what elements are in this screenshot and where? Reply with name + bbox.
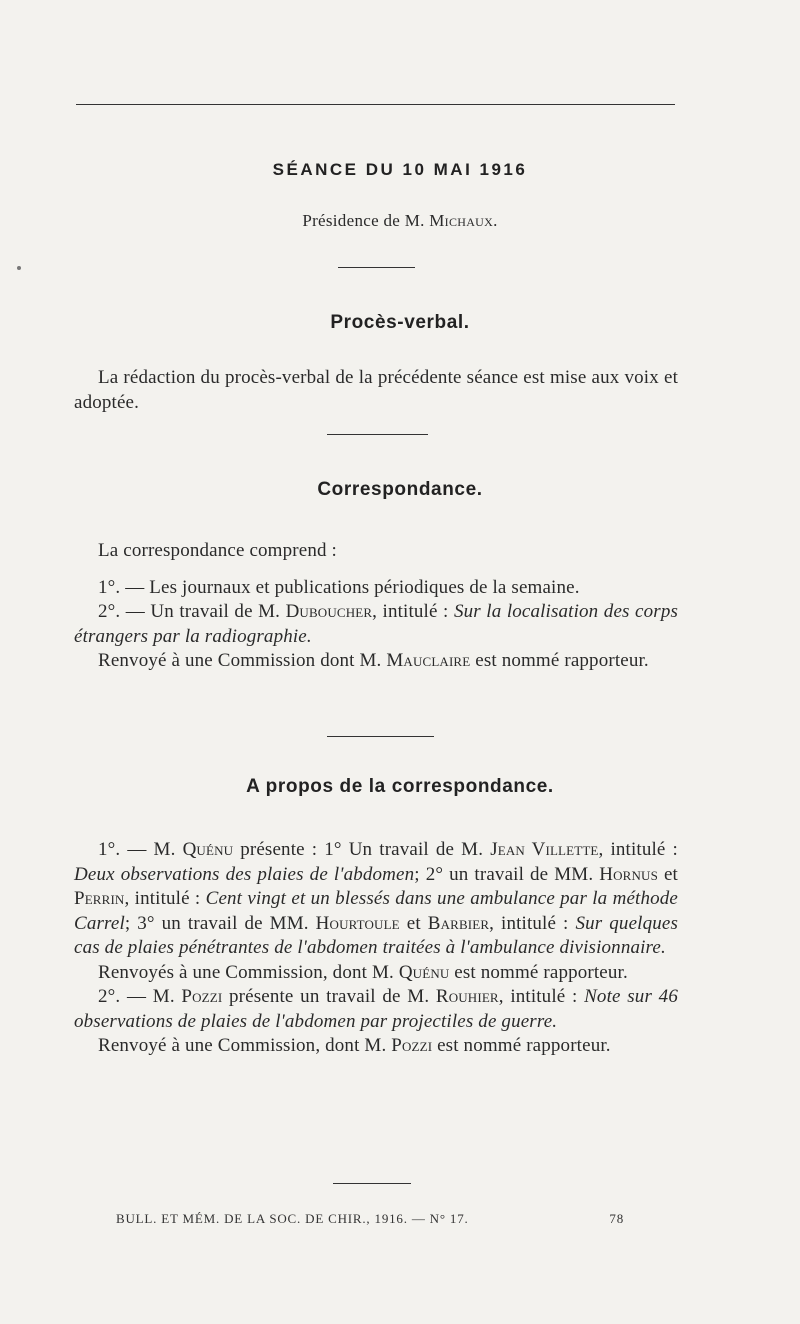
p2-title: Note sur 46 observations de plaies de l'abdomen par projectiles de guerre. (74, 986, 678, 1032)
p1-d: ; 2° un travail de MM. (414, 863, 594, 885)
p1-c: intitulé : (610, 839, 678, 860)
p2-c: intitulé : (510, 986, 578, 1007)
renvoi-suffix: est nommé rapporteur. (475, 650, 649, 671)
r1-a: Renvoyés à une Commission, dont M. (98, 961, 394, 983)
item2-prefix: 2°. — Un travail de M. (98, 601, 281, 622)
correspondance-item-1: 1°. — Les journaux et publications périodiques de la semaine. (98, 576, 580, 598)
apropos-heading: A propos de la correspondance. (246, 776, 554, 797)
p1-title-2: Cent vingt et un blessés dans une ambulance par la méthode Carrel (74, 888, 679, 934)
page-footer (116, 1211, 636, 1227)
proces-verbal-text: La rédaction du procès-verbal de la précédente séance est mise aux voix et adoptée. (74, 367, 678, 413)
r2-a: Renvoyé à une Commission, dont M. (98, 1035, 387, 1056)
renvoi-prefix: Renvoyé à une Commission dont M. (98, 650, 382, 671)
p1-i: intitulé : (501, 912, 569, 934)
p1-g: ; 3° un travail de MM. (124, 912, 309, 934)
correspondance-renvoi (74, 649, 678, 674)
presidence-name: Michaux. (429, 211, 498, 230)
p1-quenu: Quénu (182, 839, 234, 860)
section-divider (338, 267, 415, 268)
p1-hornus: Hornus (599, 863, 658, 885)
presidence-line (0, 211, 800, 231)
apropos-paragraph-1 (74, 838, 678, 961)
journal-reference: BULL. ET MÉM. DE LA SOC. DE CHIR., 1916. — N° 17. (116, 1211, 469, 1226)
apropos-block (74, 838, 678, 1059)
speck-mark (17, 266, 21, 270)
correspondance-item-2 (74, 600, 678, 649)
item2-author: Duboucher, (285, 601, 378, 622)
r2-b: est nommé rapporteur. (437, 1035, 611, 1056)
section-divider (333, 1183, 411, 1184)
section-divider (327, 434, 428, 435)
p2-pozzi: Pozzi (181, 986, 223, 1007)
p1-title-3: Sur quelques cas de plaies pénétrantes de l'abdomen traitées à l'ambulance divisionnaire. (74, 912, 679, 958)
correspondance-block (74, 539, 678, 674)
top-rule (76, 104, 675, 105)
apropos-paragraph-2 (74, 985, 678, 1034)
presidence-prefix: Présidence de M. (302, 211, 425, 230)
correspondance-heading: Correspondance. (317, 479, 483, 500)
p2-b: présente un travail de M. (229, 986, 430, 1007)
p1-hourtoule: Hourtoule (315, 912, 400, 934)
p1-villette: Jean Villette, (490, 839, 604, 860)
p2-rouhier: Rouhier, (435, 986, 504, 1007)
page-number: 78 (609, 1211, 624, 1226)
p1-b: présente : 1° Un travail de M. (240, 839, 484, 860)
apropos-renvoi-1 (74, 961, 678, 986)
p1-f: intitulé : (134, 888, 201, 909)
p2-a: 2°. — M. (98, 986, 175, 1007)
renvoi-name: Mauclaire (386, 650, 471, 671)
proces-verbal-text-block (74, 366, 678, 415)
r2-name: Pozzi (391, 1035, 433, 1056)
apropos-renvoi-2 (74, 1034, 678, 1059)
section-divider (327, 736, 434, 737)
item2-title: Sur la localisation des corps étrangers par la radiographie. (74, 601, 679, 647)
p1-h: et (406, 912, 421, 934)
r1-b: est nommé rapporteur. (454, 961, 628, 983)
seance-title: SÉANCE DU 10 MAI 1916 (272, 160, 528, 179)
proces-verbal-heading: Procès-verbal. (330, 312, 470, 333)
p1-barbier: Barbier, (427, 912, 495, 934)
p1-e: et (663, 863, 678, 885)
p1-perrin: Perrin, (74, 888, 130, 909)
correspondance-intro: La correspondance comprend : (98, 540, 337, 561)
r1-name: Quénu (398, 961, 450, 983)
p1-title-1: Deux observations des plaies de l'abdomen (74, 863, 415, 885)
p1-a: 1°. — M. (98, 839, 176, 860)
item2-mid: intitulé : (382, 601, 449, 622)
